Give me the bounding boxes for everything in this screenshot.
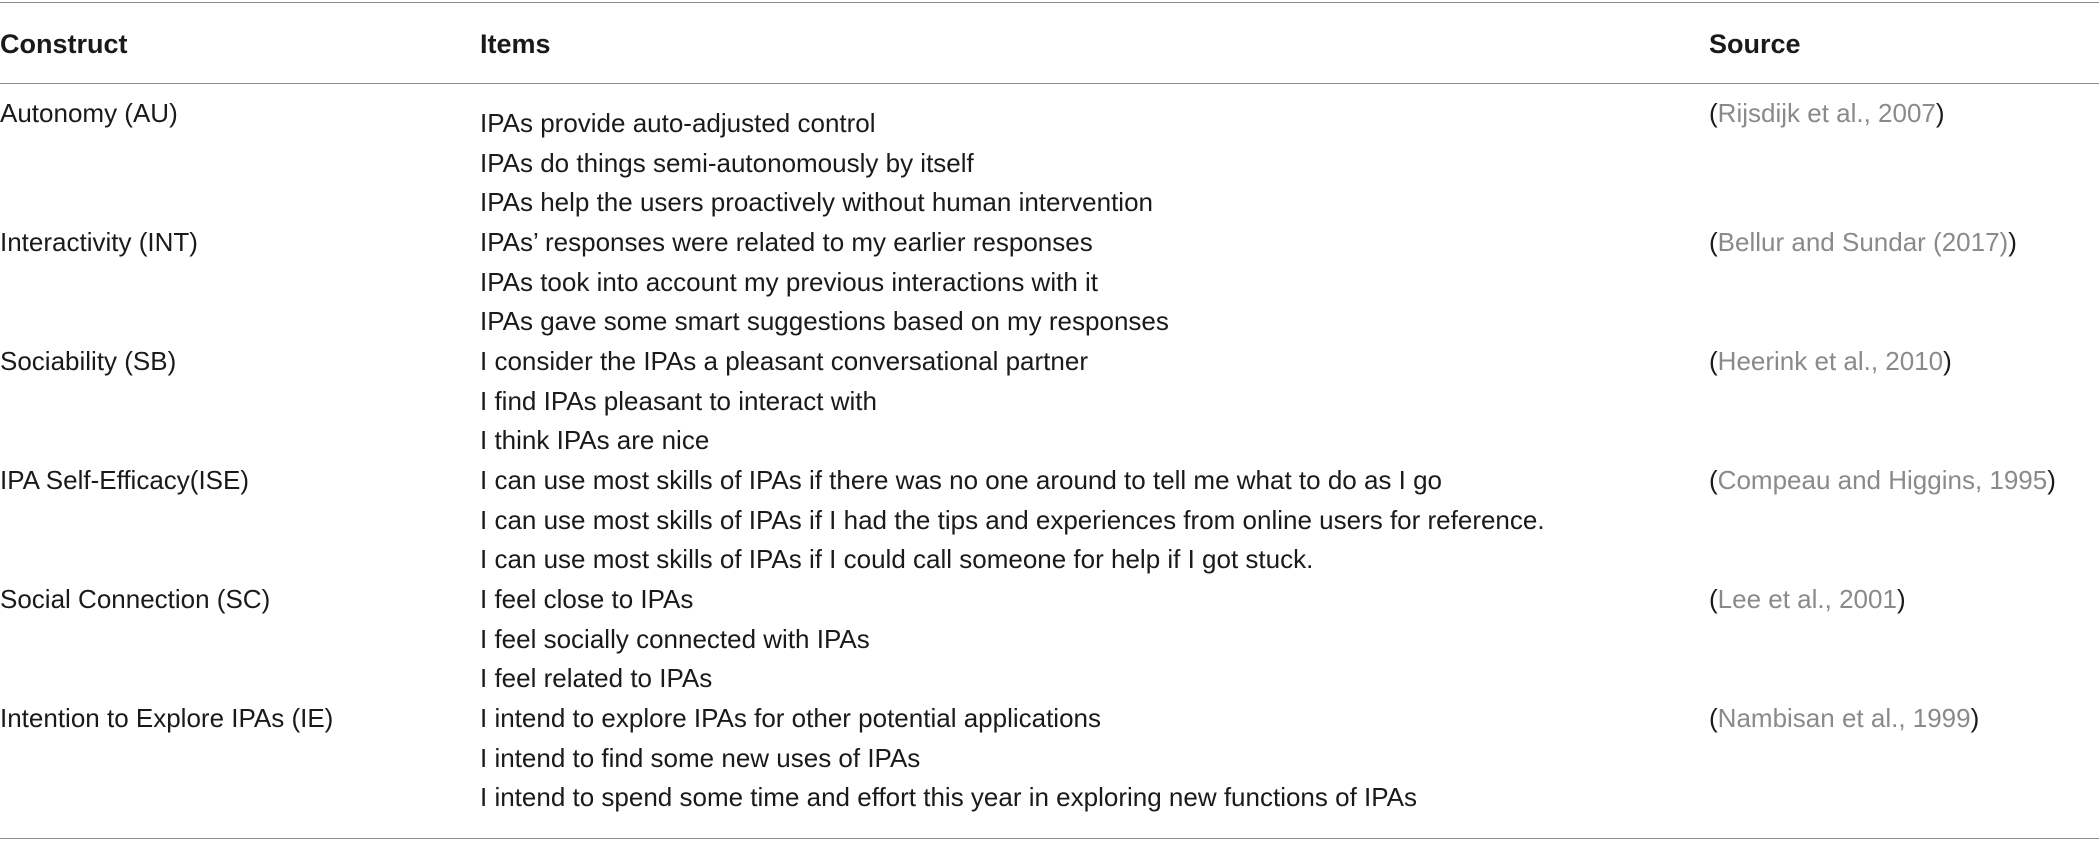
item-line: I find IPAs pleasant to interact with (480, 385, 877, 416)
table-bottom-rule (0, 838, 2099, 839)
construct-cell: Intention to Explore IPAs (IE) (0, 703, 334, 733)
item-line: IPAs provide auto-adjusted control (480, 108, 876, 138)
item-line: I intend to find some new uses of IPAs (480, 742, 921, 773)
item-line: I feel close to IPAs (480, 584, 694, 614)
construct-cell: IPA Self-Efficacy(ISE) (0, 465, 250, 495)
source-cell (1709, 579, 1906, 619)
items-cell (480, 579, 870, 698)
item-line: I can use most skills of IPAs if I could call someone for help if I got stuck. (480, 544, 1314, 575)
source-open-paren: ( (1709, 584, 1718, 614)
item-line: IPAs do things semi-autonomously by itself (480, 147, 974, 178)
item-line: I feel related to IPAs (480, 663, 713, 694)
source-citation-link[interactable]: Compeau and Higgins, 1995 (1717, 465, 2048, 495)
source-cell (1709, 460, 2056, 500)
item-line: I intend to spend some time and effort this year in exploring new functions of IPAs (480, 782, 1418, 813)
source-close-paren: ) (1970, 703, 1980, 733)
source-citation-link[interactable]: Lee et al., 2001 (1717, 584, 1897, 614)
item-line: IPAs gave some smart suggestions based on my responses (480, 306, 1169, 337)
source-cell (1709, 341, 1952, 381)
item-line: I think IPAs are nice (480, 425, 710, 456)
source-close-paren: ) (2047, 465, 2056, 495)
header-source: Source (1709, 29, 1801, 59)
item-line: I feel socially connected with IPAs (480, 623, 870, 654)
source-citation-link[interactable]: Rijsdijk et al., 2007 (1717, 98, 1936, 128)
source-cell (1709, 93, 1945, 133)
source-citation-link[interactable]: Heerink et al., 2010 (1717, 346, 1944, 376)
source-open-paren: ( (1709, 346, 1718, 376)
source-cell (1709, 698, 1979, 738)
source-close-paren: ) (1935, 98, 1945, 128)
source-close-paren: ) (1943, 346, 1952, 376)
source-citation-link[interactable]: Bellur and Sundar (2017) (1717, 227, 2009, 257)
construct-cell: Sociability (SB) (0, 346, 177, 376)
item-line: I can use most skills of IPAs if there was no one around to tell me what to do as I go (480, 465, 1443, 495)
header-items: Items (480, 29, 551, 59)
item-line: I consider the IPAs a pleasant conversational partner (480, 346, 1088, 376)
items-cell (480, 341, 1088, 460)
source-close-paren: ) (2008, 227, 2017, 257)
items-cell (480, 460, 1545, 579)
source-cell (1709, 222, 2017, 262)
construct-cell: Social Connection (SC) (0, 584, 271, 614)
items-cell (480, 222, 1169, 341)
construct-cell: Interactivity (INT) (0, 227, 198, 257)
source-open-paren: ( (1709, 98, 1718, 128)
source-citation-link[interactable]: Nambisan et al., 1999 (1717, 703, 1971, 733)
table-top-rule (0, 2, 2099, 3)
source-open-paren: ( (1709, 465, 1718, 495)
source-open-paren: ( (1709, 703, 1718, 733)
construct-cell: Autonomy (AU) (0, 98, 178, 128)
item-line: I can use most skills of IPAs if I had the tips and experiences from online users for reference. (480, 504, 1545, 535)
item-line: IPAs help the users proactively without human intervention (480, 187, 1153, 218)
items-cell (480, 698, 1417, 817)
source-open-paren: ( (1709, 227, 1718, 257)
source-close-paren: ) (1896, 584, 1906, 614)
table-header-rule (0, 83, 2099, 84)
item-line: I intend to explore IPAs for other potential applications (480, 703, 1102, 733)
items-cell (480, 103, 1153, 222)
item-line: IPAs’ responses were related to my earlier responses (480, 227, 1093, 257)
item-line: IPAs took into account my previous interactions with it (480, 266, 1099, 297)
header-construct: Construct (0, 29, 128, 59)
